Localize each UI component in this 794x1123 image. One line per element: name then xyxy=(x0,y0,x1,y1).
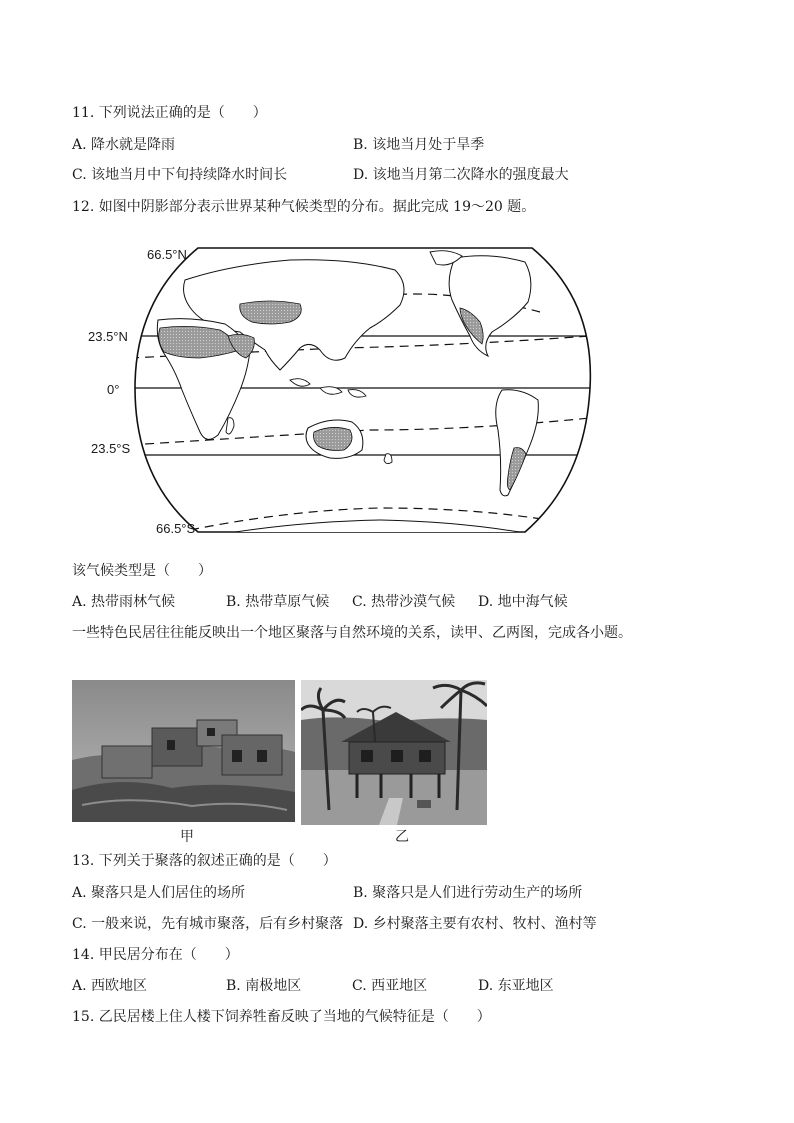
settlement-intro: 一些特色民居往往能反映出一个地区聚落与自然环境的关系，读甲、乙两图，完成各小题。 xyxy=(72,625,632,641)
q13-option-b: B. 聚落只是人们进行劳动生产的场所 xyxy=(353,885,583,901)
q12-option-a: A. 热带雨林气候 xyxy=(72,594,176,610)
q12-option-d: D. 地中海气候 xyxy=(478,594,568,610)
q13-option-a: A. 聚落只是人们居住的场所 xyxy=(72,885,246,901)
world-climate-map xyxy=(130,240,600,540)
q13-option-c: C. 一般来说，先有城市聚落，后有乡村聚落 xyxy=(72,916,344,932)
lat-label-66s: 66.5°S xyxy=(156,521,196,536)
q11-option-b: B. 该地当月处于旱季 xyxy=(353,137,485,153)
lat-label-equator: 0° xyxy=(107,382,120,397)
photo-yi-stilt-house xyxy=(301,680,487,825)
q15-stem: 15. 乙民居楼上住人楼下饲养牲畜反映了当地的气候特征是（ ） xyxy=(72,1009,491,1025)
shaded-central-asia xyxy=(240,301,302,324)
lat-label-66n: 66.5°N xyxy=(147,247,187,262)
q14-option-b: B. 南极地区 xyxy=(226,978,302,994)
q11-stem: 11. 下列说法正确的是（ ） xyxy=(72,105,267,121)
q14-option-a: A. 西欧地区 xyxy=(72,978,148,994)
lat-label-23s: 23.5°S xyxy=(91,441,131,456)
shaded-australia xyxy=(314,427,353,450)
lat-label-23n: 23.5°N xyxy=(88,329,128,344)
q11-option-a: A. 降水就是降雨 xyxy=(72,137,176,153)
q11-option-d: D. 该地当月第二次降水的强度最大 xyxy=(353,167,569,183)
q12-stem: 12. 如图中阴影部分表示世界某种气候类型的分布。据此完成 19～20 题。 xyxy=(72,199,536,215)
q11-option-c: C. 该地当月中下旬持续降水时间长 xyxy=(72,167,288,183)
q14-option-c: C. 西亚地区 xyxy=(352,978,428,994)
q14-option-d: D. 东亚地区 xyxy=(478,978,554,994)
photo-yi-caption: 乙 xyxy=(395,829,409,845)
q13-stem: 13. 下列关于聚落的叙述正确的是（ ） xyxy=(72,853,337,869)
q12-sub-stem: 该气候类型是（ ） xyxy=(72,563,212,579)
q12-option-c: C. 热带沙漠气候 xyxy=(352,594,456,610)
q12-option-b: B. 热带草原气候 xyxy=(226,594,330,610)
photo-jia-caption: 甲 xyxy=(180,829,194,845)
q14-stem: 14. 甲民居分布在（ ） xyxy=(72,947,239,963)
photo-jia-stone-houses xyxy=(72,680,295,822)
q13-option-d: D. 乡村聚落主要有农村、牧村、渔村等 xyxy=(353,916,597,932)
